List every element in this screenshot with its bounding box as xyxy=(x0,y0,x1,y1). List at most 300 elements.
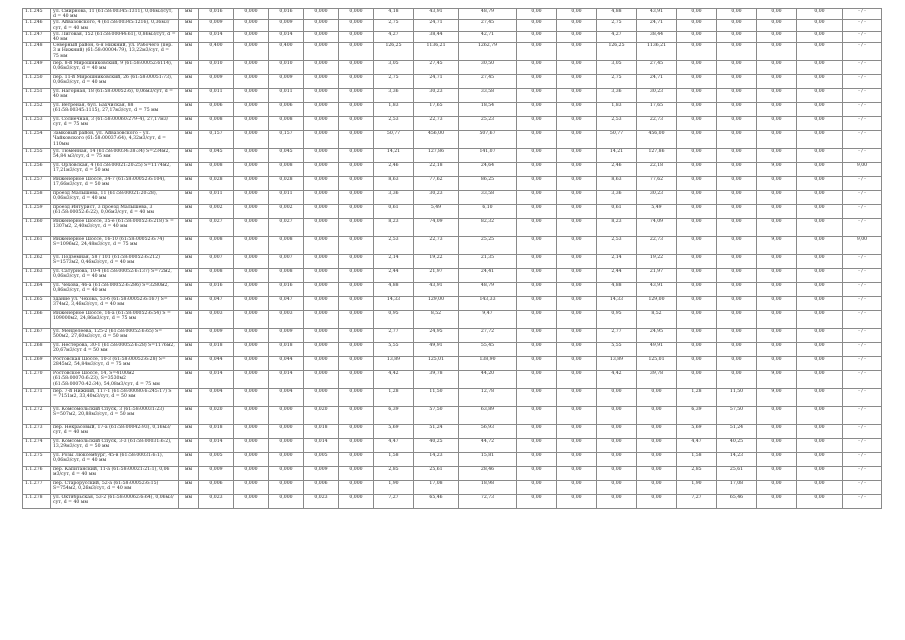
row-value: 0,00 xyxy=(677,371,717,389)
row-value: 0,00 xyxy=(757,43,797,61)
row-value: 4,42 xyxy=(597,371,637,389)
row-value: 0,00 xyxy=(557,467,597,481)
row-value: 0,000 xyxy=(304,219,339,237)
row-value: 0,000 xyxy=(339,439,374,453)
row-value: 0,157 xyxy=(199,131,234,149)
row-value: 56,93 xyxy=(459,425,517,439)
row-value: 0,000 xyxy=(304,163,339,177)
row-value: 0,020 xyxy=(199,407,234,425)
row-value: 0,00 xyxy=(517,297,557,311)
table-row xyxy=(23,407,882,425)
row-value: 0,00 xyxy=(557,205,597,219)
row-value: 0,00 xyxy=(517,205,557,219)
row-value: 27,45 xyxy=(414,61,459,75)
row-address: ул. Сатурнова, 10-4 (61:58:00052:6:137) S=72м2, 0,06м3/сут, d = 40 мм xyxy=(51,269,179,283)
row-value: 0,000 xyxy=(304,9,339,20)
row-value: 0,00 xyxy=(797,149,843,163)
row-value: 0,000 xyxy=(304,177,339,191)
row-id: 1.1.276 xyxy=(23,467,51,481)
row-value: 0,00 xyxy=(517,269,557,283)
row-value: 0,009 xyxy=(269,75,304,89)
row-value: 0,000 xyxy=(339,191,374,205)
row-value: 0,00 xyxy=(757,467,797,481)
row-id: 1.1.261 xyxy=(23,237,51,255)
row-value: 0,000 xyxy=(304,117,339,131)
row-value: 11,50 xyxy=(414,389,459,407)
row-value: 39,78 xyxy=(637,371,677,389)
table-row xyxy=(23,205,882,219)
row-tail: 9,00 xyxy=(843,163,882,177)
table-row xyxy=(23,219,882,237)
row-value: 0,000 xyxy=(269,453,304,467)
row-address: здание ул. Чехова, 53-б (61:58:00052:6:167) S= 374м2, 3,46м3/сут, d = 40 мм xyxy=(51,297,179,311)
row-tail: - / - xyxy=(843,407,882,425)
row-tail: - / - xyxy=(843,439,882,453)
row-value: 4,18 xyxy=(374,9,414,20)
row-value: 0,000 xyxy=(304,103,339,117)
row-value: 22,73 xyxy=(414,237,459,255)
row-value: 2,14 xyxy=(374,255,414,269)
row-id: 1.1.265 xyxy=(23,297,51,311)
row-value: 0,003 xyxy=(269,311,304,329)
row-value: 0,00 xyxy=(757,131,797,149)
row-value: 50,77 xyxy=(597,131,637,149)
row-value: 0,000 xyxy=(339,371,374,389)
row-value: 0,00 xyxy=(597,407,637,425)
row-value: 0,000 xyxy=(234,117,269,131)
row-value: 5,69 xyxy=(677,425,717,439)
row-value: 2,53 xyxy=(374,237,414,255)
row-value: 0,00 xyxy=(797,31,843,42)
row-value: 1,90 xyxy=(677,481,717,495)
row-value: 0,00 xyxy=(717,191,757,205)
row-value: 0,00 xyxy=(637,439,677,453)
row-value: 0,000 xyxy=(339,389,374,407)
row-value: 0,00 xyxy=(797,283,843,297)
row-unit: мм xyxy=(179,343,199,357)
row-unit: мм xyxy=(179,269,199,283)
row-value: 0,00 xyxy=(517,481,557,495)
row-value: 0,000 xyxy=(234,149,269,163)
row-value: 0,00 xyxy=(717,329,757,343)
row-value: 0,000 xyxy=(304,297,339,311)
row-tail: - / - xyxy=(843,75,882,89)
row-unit: мм xyxy=(179,357,199,371)
row-value: 0,000 xyxy=(339,20,374,31)
row-value: 27,45 xyxy=(459,75,517,89)
row-unit: мм xyxy=(179,297,199,311)
row-value: 0,00 xyxy=(717,255,757,269)
row-address: Северный район, 6-я Нижний, ул. Рабочего (пер. 3 и Нижний) (61:58:00004:79), 13,22м3/сут, d = 75 мм xyxy=(51,43,179,61)
row-value: 40,25 xyxy=(717,439,757,453)
row-value: 24,71 xyxy=(637,20,677,31)
row-value: 0,00 xyxy=(637,389,677,407)
row-value: 14,23 xyxy=(717,453,757,467)
row-value: 57,50 xyxy=(414,407,459,425)
row-value: 0,00 xyxy=(557,163,597,177)
row-value: 0,00 xyxy=(717,219,757,237)
row-value: 0,000 xyxy=(304,131,339,149)
row-value: 0,000 xyxy=(234,61,269,75)
row-value: 0,008 xyxy=(269,237,304,255)
row-value: 18,98 xyxy=(459,481,517,495)
row-value: 7,27 xyxy=(677,495,717,509)
row-value: 0,00 xyxy=(597,389,637,407)
row-unit: мм xyxy=(179,117,199,131)
row-value: 48,79 xyxy=(459,283,517,297)
row-value: 0,000 xyxy=(304,269,339,283)
row-value: 507,67 xyxy=(459,131,517,149)
row-id: 1.1.269 xyxy=(23,357,51,371)
row-id: 1.1.256 xyxy=(23,163,51,177)
row-value: 0,000 xyxy=(339,177,374,191)
row-value: 25,23 xyxy=(459,117,517,131)
row-address: Инженерное Шоссе, 16-а (61:58:00052:6:54) S = 109000м2, 24,86м3/сут, d = 75 мм xyxy=(51,311,179,329)
row-value: 0,018 xyxy=(269,343,304,357)
row-value: 0,000 xyxy=(234,481,269,495)
row-value: 0,00 xyxy=(557,43,597,61)
row-address: Инженерное Шоссе, 34-7 (61:58:00052:6:104), 17,66м3/сут, d = 50 мм xyxy=(51,177,179,191)
row-value: 0,00 xyxy=(797,75,843,89)
row-value: 42,71 xyxy=(459,31,517,42)
row-value: 0,000 xyxy=(304,371,339,389)
row-value: 0,000 xyxy=(339,9,374,20)
row-value: 0,00 xyxy=(557,237,597,255)
row-tail: - / - xyxy=(843,103,882,117)
row-value: 48,79 xyxy=(459,9,517,20)
row-value: 15,81 xyxy=(459,453,517,467)
row-value: 13,89 xyxy=(374,357,414,371)
row-value: 0,00 xyxy=(517,31,557,42)
row-value: 0,00 xyxy=(797,297,843,311)
row-value: 4,47 xyxy=(677,439,717,453)
row-value: 0,00 xyxy=(557,75,597,89)
row-value: 0,00 xyxy=(797,453,843,467)
row-value: 0,00 xyxy=(677,43,717,61)
row-value: 0,000 xyxy=(339,61,374,75)
row-value: 30,23 xyxy=(414,191,459,205)
row-value: 0,000 xyxy=(339,407,374,425)
row-unit: мм xyxy=(179,453,199,467)
row-address: пер. Капитанский, 11-а (61:58:00021:21:1), 0,06 м3/сут, d = 40 мм xyxy=(51,467,179,481)
row-value: 25,61 xyxy=(414,467,459,481)
row-value: 0,00 xyxy=(797,205,843,219)
row-value: 0,000 xyxy=(304,191,339,205)
row-value: 7,27 xyxy=(374,495,414,509)
row-value: 27,45 xyxy=(637,61,677,75)
row-value: 19,22 xyxy=(637,255,677,269)
row-unit: мм xyxy=(179,481,199,495)
row-value: 0,000 xyxy=(234,297,269,311)
table-row xyxy=(23,311,882,329)
row-value: 129,00 xyxy=(414,297,459,311)
row-value: 49,91 xyxy=(414,343,459,357)
row-value: 21,97 xyxy=(414,269,459,283)
row-value: 0,00 xyxy=(557,9,597,20)
row-value: 0,000 xyxy=(304,343,339,357)
row-value: 2,53 xyxy=(597,117,637,131)
row-value: 8,63 xyxy=(374,177,414,191)
row-value: 39,78 xyxy=(414,371,459,389)
row-value: 38,44 xyxy=(637,31,677,42)
row-value: 0,000 xyxy=(234,205,269,219)
table-row xyxy=(23,495,882,509)
row-value: 14,33 xyxy=(374,297,414,311)
row-value: 0,00 xyxy=(517,43,557,61)
row-value: 3,05 xyxy=(374,61,414,75)
row-value: 0,00 xyxy=(517,20,557,31)
row-value: 0,016 xyxy=(199,283,234,297)
row-value: 0,047 xyxy=(199,297,234,311)
row-value: 0,010 xyxy=(199,61,234,75)
row-value: 0,00 xyxy=(557,31,597,42)
row-value: 0,010 xyxy=(269,61,304,75)
row-id: 1.1.268 xyxy=(23,343,51,357)
row-value: 0,00 xyxy=(517,311,557,329)
row-value: 0,00 xyxy=(517,425,557,439)
row-value: 0,00 xyxy=(517,329,557,343)
row-id: 1.1.273 xyxy=(23,425,51,439)
row-value: 0,000 xyxy=(339,131,374,149)
row-value: 0,00 xyxy=(797,439,843,453)
row-value: 0,000 xyxy=(234,103,269,117)
row-value: 17,08 xyxy=(717,481,757,495)
row-value: 0,00 xyxy=(757,31,797,42)
row-value: 9,00 xyxy=(757,371,797,389)
row-value: 0,95 xyxy=(374,311,414,329)
row-value: 14,33 xyxy=(597,297,637,311)
row-id: 1.1.267 xyxy=(23,329,51,343)
row-id: 1.1.264 xyxy=(23,283,51,297)
row-value: 0,00 xyxy=(717,31,757,42)
row-value: 0,000 xyxy=(339,75,374,89)
row-value: 4,88 xyxy=(597,9,637,20)
row-value: 0,00 xyxy=(637,495,677,509)
row-unit: мм xyxy=(179,311,199,329)
row-value: 0,00 xyxy=(557,269,597,283)
row-id: 1.1.272 xyxy=(23,407,51,425)
row-value: 0,000 xyxy=(304,237,339,255)
row-value: 0,006 xyxy=(199,481,234,495)
row-value: 22,73 xyxy=(414,117,459,131)
row-value: 0,00 xyxy=(597,453,637,467)
row-value: 25,61 xyxy=(717,467,757,481)
row-value: 0,000 xyxy=(304,357,339,371)
row-address: ул. Тюменная, 14 (61:58:00034:38:34) S=234м2, 54,84 м3/сут, d = 75 мм xyxy=(51,149,179,163)
row-value: 0,400 xyxy=(199,43,234,61)
row-value: 0,00 xyxy=(677,343,717,357)
row-value: 0,00 xyxy=(797,20,843,31)
row-value: 0,027 xyxy=(199,219,234,237)
table-row xyxy=(23,117,882,131)
row-value: 0,00 xyxy=(677,357,717,371)
row-value: 126,25 xyxy=(374,43,414,61)
row-value: 0,000 xyxy=(304,43,339,61)
table-row xyxy=(23,389,882,407)
row-value: 0,00 xyxy=(677,255,717,269)
row-value: 0,000 xyxy=(339,297,374,311)
row-value: 0,00 xyxy=(597,439,637,453)
row-value: 0,000 xyxy=(234,75,269,89)
row-address: ул. Нагорная, 18 (61:58:00052:6), 0,06м3/сут, d = 40 мм xyxy=(51,89,179,103)
row-value: 0,000 xyxy=(234,131,269,149)
row-value: 0,000 xyxy=(339,467,374,481)
row-value: 127,86 xyxy=(637,149,677,163)
row-value: 0,00 xyxy=(557,389,597,407)
row-value: 0,014 xyxy=(304,439,339,453)
row-value: 127,86 xyxy=(414,149,459,163)
row-value: 0,00 xyxy=(717,103,757,117)
row-value: 0,00 xyxy=(557,283,597,297)
row-value: 0,008 xyxy=(199,117,234,131)
row-value: 3,36 xyxy=(597,191,637,205)
row-value: 0,000 xyxy=(339,219,374,237)
row-value: 30,23 xyxy=(637,191,677,205)
row-value: 17,08 xyxy=(414,481,459,495)
row-value: 0,00 xyxy=(517,255,557,269)
row-value: 0,00 xyxy=(677,269,717,283)
row-value: 0,00 xyxy=(797,407,843,425)
row-value: 0,00 xyxy=(797,495,843,509)
row-value: 1262,79 xyxy=(459,43,517,61)
row-value: 0,00 xyxy=(797,103,843,117)
row-value: 0,014 xyxy=(199,31,234,42)
row-value: 0,00 xyxy=(517,117,557,131)
row-address: Инженерное Шоссе, 16-10 (61:58:00052:6:74) S=1096м2, 24,48м3/сут, d = 75 мм xyxy=(51,237,179,255)
row-value: 0,00 xyxy=(797,219,843,237)
row-value: 0,00 xyxy=(557,191,597,205)
row-tail: - / - xyxy=(843,495,882,509)
row-value: 0,000 xyxy=(234,407,269,425)
row-value: 0,00 xyxy=(797,389,843,407)
row-unit: мм xyxy=(179,149,199,163)
row-value: 0,00 xyxy=(677,103,717,117)
row-value: 0,00 xyxy=(717,163,757,177)
row-value: 25,25 xyxy=(459,237,517,255)
row-value: 0,00 xyxy=(557,453,597,467)
row-value: 6,10 xyxy=(459,205,517,219)
row-value: 77,62 xyxy=(414,177,459,191)
row-value: 0,00 xyxy=(797,163,843,177)
data-sheet xyxy=(22,8,882,509)
row-value: 0,00 xyxy=(517,371,557,389)
row-value: 0,000 xyxy=(234,177,269,191)
row-value: 0,00 xyxy=(677,89,717,103)
row-value: 0,005 xyxy=(199,453,234,467)
row-id: 1.1.277 xyxy=(23,481,51,495)
row-value: 2,85 xyxy=(374,467,414,481)
row-value: 3,05 xyxy=(597,61,637,75)
row-value: 0,00 xyxy=(557,357,597,371)
row-value: 55,45 xyxy=(459,343,517,357)
cost-table xyxy=(22,8,882,509)
row-value: 0,00 xyxy=(557,61,597,75)
row-tail: - / - xyxy=(843,467,882,481)
row-value: 0,00 xyxy=(557,131,597,149)
row-value: 0,011 xyxy=(269,191,304,205)
row-value: 0,00 xyxy=(557,371,597,389)
row-value: 0,00 xyxy=(717,237,757,255)
row-id: 1.1.254 xyxy=(23,131,51,149)
row-value: 0,008 xyxy=(269,117,304,131)
row-value: 0,00 xyxy=(797,117,843,131)
row-value: 0,000 xyxy=(339,103,374,117)
table-body xyxy=(23,9,882,509)
row-value: 4,88 xyxy=(374,283,414,297)
row-value: 21,97 xyxy=(637,269,677,283)
row-value: 1,58 xyxy=(374,453,414,467)
row-value: 0,007 xyxy=(269,255,304,269)
row-value: 9,47 xyxy=(459,311,517,329)
row-value: 0,00 xyxy=(517,9,557,20)
row-value: 0,00 xyxy=(717,283,757,297)
table-row xyxy=(23,467,882,481)
row-value: 0,00 xyxy=(677,191,717,205)
row-value: 63,89 xyxy=(459,407,517,425)
row-value: 0,000 xyxy=(234,425,269,439)
row-value: 57,50 xyxy=(717,407,757,425)
row-value: 0,009 xyxy=(199,467,234,481)
row-value: 0,00 xyxy=(757,343,797,357)
row-value: 0,00 xyxy=(677,163,717,177)
row-value: 0,004 xyxy=(199,389,234,407)
row-tail: - / - xyxy=(843,269,882,283)
row-value: 0,000 xyxy=(234,163,269,177)
row-value: 33,58 xyxy=(459,89,517,103)
row-value: 0,00 xyxy=(797,131,843,149)
row-value: 0,000 xyxy=(234,343,269,357)
row-value: 0,000 xyxy=(234,495,269,509)
table-row xyxy=(23,191,882,205)
row-tail: 9,00 xyxy=(843,237,882,255)
row-value: 0,00 xyxy=(517,357,557,371)
row-value: 2,77 xyxy=(597,329,637,343)
row-value: 14,21 xyxy=(597,149,637,163)
row-value: 77,62 xyxy=(637,177,677,191)
row-value: 0,00 xyxy=(757,20,797,31)
row-value: 0,011 xyxy=(269,89,304,103)
row-value: 0,00 xyxy=(517,389,557,407)
row-value: 0,000 xyxy=(339,163,374,177)
row-tail: - / - xyxy=(843,255,882,269)
row-value: 456,00 xyxy=(414,131,459,149)
table-row xyxy=(23,9,882,20)
row-tail: - / - xyxy=(843,357,882,371)
row-value: 0,000 xyxy=(339,343,374,357)
row-value: 3,36 xyxy=(374,191,414,205)
row-value: 0,00 xyxy=(797,425,843,439)
row-value: 5,69 xyxy=(374,425,414,439)
row-tail: - / - xyxy=(843,481,882,495)
row-value: 125,01 xyxy=(414,357,459,371)
row-value: 0,61 xyxy=(374,205,414,219)
row-value: 21,35 xyxy=(459,255,517,269)
row-address: проезд Малышева, 11 (61:58:00021:20:28), 0,06м3/сут, d = 40 мм xyxy=(51,191,179,205)
table-row xyxy=(23,20,882,31)
row-value: 0,014 xyxy=(269,371,304,389)
row-id: 1.1.263 xyxy=(23,269,51,283)
row-id: 1.1.260 xyxy=(23,219,51,237)
row-tail: - / - xyxy=(843,9,882,20)
row-address: пер. 11-й Мирошниковский, 26 (61:58:00051:73), 0,06м3/сут, d = 40 мм xyxy=(51,75,179,89)
row-value: 51,24 xyxy=(717,425,757,439)
row-value: 0,009 xyxy=(269,20,304,31)
row-value: 0,00 xyxy=(517,495,557,509)
row-unit: мм xyxy=(179,467,199,481)
row-tail: - / - xyxy=(843,371,882,389)
row-value: 0,000 xyxy=(339,149,374,163)
row-unit: мм xyxy=(179,219,199,237)
